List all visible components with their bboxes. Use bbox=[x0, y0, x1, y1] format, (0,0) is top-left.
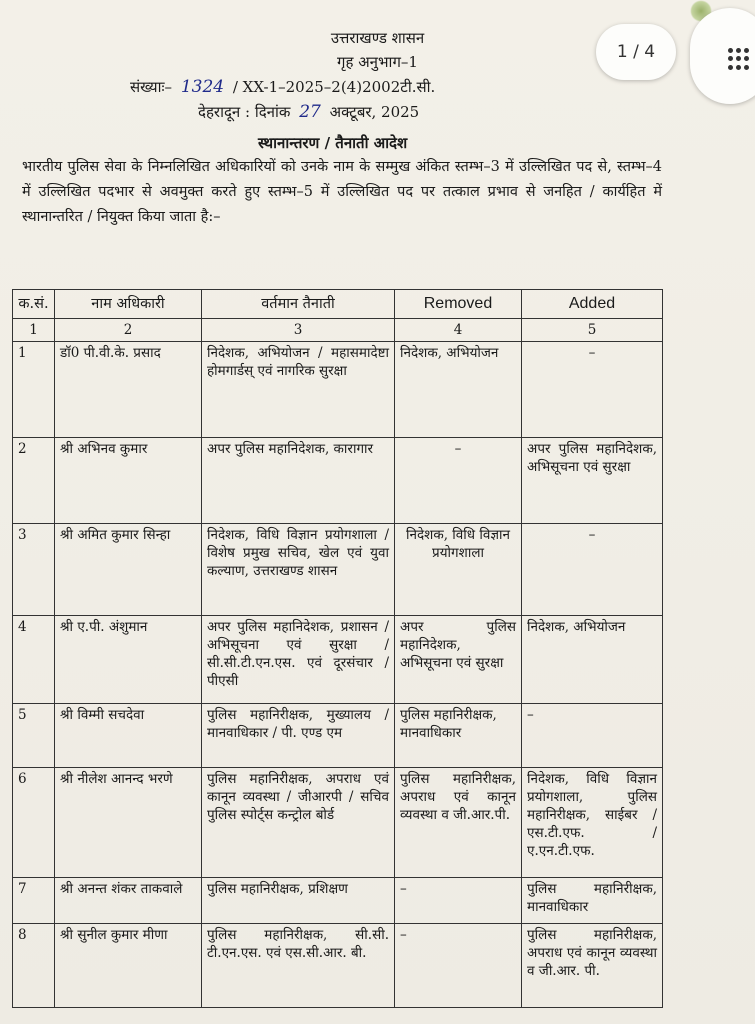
header-current-posting: वर्तमान तैनाती bbox=[202, 290, 395, 319]
officer-name-cell: श्री सुनील कुमार मीणा bbox=[55, 924, 202, 1008]
date-suffix: अक्टूबर, 2025 bbox=[329, 103, 420, 121]
table-row bbox=[13, 342, 663, 438]
added-cell: निदेशक, विधि विज्ञान प्रयोगशाला, पुलिस महानिरीक्षक, साईबर / एस.टी.एफ. / ए.एन.टी.एफ. bbox=[522, 768, 663, 878]
transfer-table bbox=[12, 289, 663, 1008]
column-number: 3 bbox=[202, 319, 395, 342]
table-row bbox=[13, 768, 663, 878]
serial-cell: 5 bbox=[13, 704, 55, 768]
added-cell: निदेशक, अभियोजन bbox=[522, 616, 663, 704]
current-posting-cell: निदेशक, अभियोजन / महासमादेष्टा होमगार्डस् एवं नागरिक सुरक्षा bbox=[202, 342, 395, 438]
page-indicator: 1 / 4 bbox=[596, 24, 676, 80]
serial-cell: 7 bbox=[13, 878, 55, 924]
current-posting-cell: अपर पुलिस महानिदेशक, प्रशासन / अभिसूचना एवं सुरक्षा / सी.सी.टी.एन.एस. एवं दूरसंचार / पीएसी bbox=[202, 616, 395, 704]
reference-number: 1324 bbox=[180, 77, 225, 97]
date-line bbox=[198, 102, 419, 122]
table-row bbox=[13, 616, 663, 704]
serial-cell: 8 bbox=[13, 924, 55, 1008]
added-cell: पुलिस महानिरीक्षक, मानवाधिकार bbox=[522, 878, 663, 924]
table-row bbox=[13, 438, 663, 524]
grid-menu-icon bbox=[728, 48, 750, 70]
date-prefix: देहरादून : दिनांक bbox=[198, 103, 291, 121]
serial-cell: 1 bbox=[13, 342, 55, 438]
officer-name-cell: श्री अभिनव कुमार bbox=[55, 438, 202, 524]
officer-name-cell: श्री अनन्त शंकर ताकवाले bbox=[55, 878, 202, 924]
table-row bbox=[13, 924, 663, 1008]
current-posting-cell: पुलिस महानिरीक्षक, अपराध एवं कानून व्यवस्था / जीआरपी / सचिव पुलिस स्पोर्ट्स कन्ट्रोल बोर्ड bbox=[202, 768, 395, 878]
reference-prefix: संख्याः– bbox=[130, 78, 173, 96]
officer-name-cell: श्री विम्मी सचदेवा bbox=[55, 704, 202, 768]
officer-name-cell: श्री ए.पी. अंशुमान bbox=[55, 616, 202, 704]
table-row bbox=[13, 704, 663, 768]
removed-cell: – bbox=[395, 924, 522, 1008]
removed-cell: – bbox=[395, 438, 522, 524]
added-cell: – bbox=[522, 704, 663, 768]
added-cell: अपर पुलिस महानिदेशक, अभिसूचना एवं सुरक्षा bbox=[522, 438, 663, 524]
serial-cell: 6 bbox=[13, 768, 55, 878]
removed-cell: पुलिस महानिरीक्षक, अपराध एवं कानून व्यवस्था व जी.आर.पी. bbox=[395, 768, 522, 878]
order-title: स्थानान्तरण / तैनाती आदेश bbox=[258, 134, 408, 152]
table-row bbox=[13, 878, 663, 924]
removed-cell: अपर पुलिस महानिदेशक, अभिसूचना एवं सुरक्षा bbox=[395, 616, 522, 704]
reference-line bbox=[130, 77, 435, 97]
added-cell: – bbox=[522, 342, 663, 438]
added-cell: पुलिस महानिरीक्षक, अपराध एवं कानून व्यवस्था व जी.आर. पी. bbox=[522, 924, 663, 1008]
order-paragraph: भारतीय पुलिस सेवा के निम्नलिखित अधिकारियों को उनके नाम के सम्मुख अंकित स्तम्भ–3 में उल्लिखित पद से, स्तम्भ–4 में उल्लिखित पदभार से अवमुक्त करते हुए स्तम्भ–5 में उल्लिखित पद पर तत्काल प्रभाव से जनहित / कार्यहित में स्थानान्तरित / नियुक्त किया जाता है:– bbox=[22, 159, 662, 225]
current-posting-cell: अपर पुलिस महानिदेशक, कारागार bbox=[202, 438, 395, 524]
reference-suffix: / XX-1–2025–2(4)2002टी.सी. bbox=[232, 78, 436, 96]
header-serial: क.सं. bbox=[13, 290, 55, 319]
current-posting-cell: पुलिस महानिरीक्षक, प्रशिक्षण bbox=[202, 878, 395, 924]
menu-button[interactable] bbox=[690, 8, 755, 104]
removed-cell: – bbox=[395, 878, 522, 924]
column-number: 1 bbox=[13, 319, 55, 342]
column-number-row bbox=[13, 319, 663, 342]
officer-name-cell: डॉ0 पी.वी.के. प्रसाद bbox=[55, 342, 202, 438]
header-added: Added bbox=[522, 290, 663, 319]
department-name: गृह अनुभाग–1 bbox=[337, 53, 418, 71]
column-number: 2 bbox=[55, 319, 202, 342]
date-day: 27 bbox=[299, 102, 321, 122]
serial-cell: 4 bbox=[13, 616, 55, 704]
removed-cell: निदेशक, विधि विज्ञान प्रयोगशाला bbox=[395, 524, 522, 616]
govt-name: उत्तराखण्ड शासन bbox=[330, 29, 425, 47]
current-posting-cell: पुलिस महानिरीक्षक, सी.सी. टी.एन.एस. एवं एस.सी.आर. बी. bbox=[202, 924, 395, 1008]
column-number: 4 bbox=[395, 319, 522, 342]
added-cell: – bbox=[522, 524, 663, 616]
current-posting-cell: पुलिस महानिरीक्षक, मुख्यालय / मानवाधिकार / पी. एण्ड एम bbox=[202, 704, 395, 768]
removed-cell: पुलिस महानिरीक्षक, मानवाधिकार bbox=[395, 704, 522, 768]
table-header-row bbox=[13, 290, 663, 319]
column-number: 5 bbox=[522, 319, 663, 342]
serial-cell: 3 bbox=[13, 524, 55, 616]
header-removed: Removed bbox=[395, 290, 522, 319]
serial-cell: 2 bbox=[13, 438, 55, 524]
officer-name-cell: श्री अमित कुमार सिन्हा bbox=[55, 524, 202, 616]
header-officer-name: नाम अधिकारी bbox=[55, 290, 202, 319]
officer-name-cell: श्री नीलेश आनन्द भरणे bbox=[55, 768, 202, 878]
current-posting-cell: निदेशक, विधि विज्ञान प्रयोगशाला / विशेष प्रमुख सचिव, खेल एवं युवा कल्याण, उत्तराखण्ड शासन bbox=[202, 524, 395, 616]
table-row bbox=[13, 524, 663, 616]
removed-cell: निदेशक, अभियोजन bbox=[395, 342, 522, 438]
